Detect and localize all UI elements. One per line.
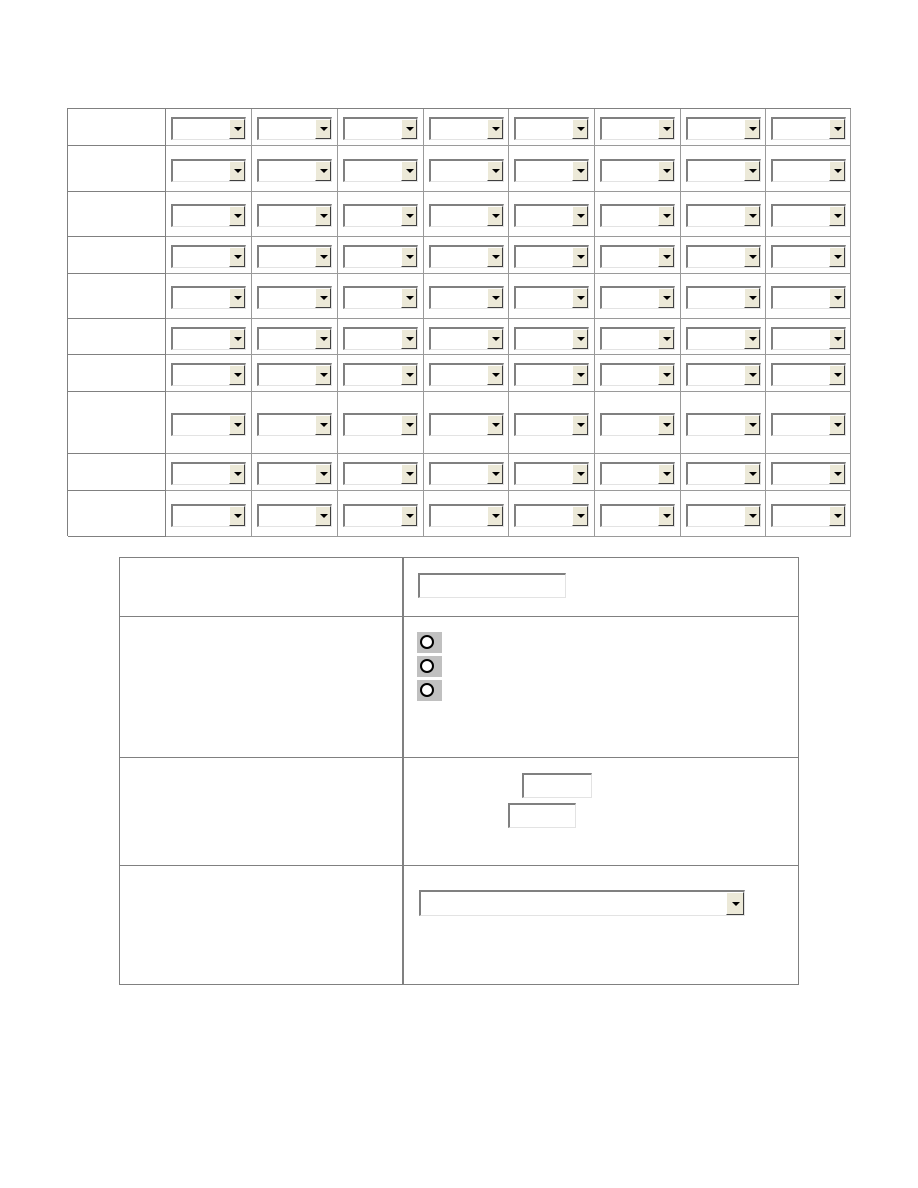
grid-cell — [766, 355, 851, 392]
chevron-down-icon[interactable] — [744, 161, 760, 181]
grid-cell — [595, 491, 681, 537]
grid-cell — [338, 319, 424, 355]
grid-row — [68, 274, 851, 319]
chevron-down-icon[interactable] — [229, 365, 245, 385]
grid-dropdown[interactable] — [343, 413, 418, 436]
grid-dropdown[interactable] — [600, 117, 675, 140]
chevron-down-icon[interactable] — [572, 329, 588, 349]
grid-cell — [424, 319, 509, 355]
grid-dropdown[interactable] — [600, 413, 675, 436]
grid-row-label — [68, 192, 166, 237]
grid-dropdown[interactable] — [343, 504, 418, 527]
grid-dropdown[interactable] — [343, 245, 418, 268]
chevron-down-icon[interactable] — [829, 415, 845, 435]
chevron-down-icon[interactable] — [315, 288, 331, 308]
grid-cell — [166, 109, 252, 146]
grid-dropdown[interactable] — [686, 245, 761, 268]
grid-dropdown[interactable] — [600, 462, 675, 485]
grid-cell — [766, 491, 851, 537]
chevron-down-icon[interactable] — [487, 119, 503, 139]
grid-dropdown[interactable] — [600, 204, 675, 227]
grid-cell — [424, 491, 509, 537]
grid-dropdown[interactable] — [514, 327, 589, 350]
grid-dropdown[interactable] — [771, 117, 846, 140]
grid-row-label — [68, 319, 166, 355]
grid-cell — [509, 355, 595, 392]
grid-dropdown[interactable] — [171, 327, 246, 350]
grid-cell — [766, 237, 851, 274]
grid-cell — [338, 355, 424, 392]
grid-cell — [166, 491, 252, 537]
chevron-down-icon[interactable] — [658, 206, 674, 226]
chevron-down-icon[interactable] — [829, 365, 845, 385]
grid-dropdown[interactable] — [257, 363, 332, 386]
grid-cell — [338, 237, 424, 274]
chevron-down-icon[interactable] — [315, 329, 331, 349]
chevron-down-icon[interactable] — [572, 247, 588, 267]
chevron-down-icon[interactable] — [401, 119, 417, 139]
grid-cell — [252, 109, 338, 146]
grid-dropdown[interactable] — [686, 504, 761, 527]
grid-dropdown[interactable] — [257, 504, 332, 527]
grid-cell — [338, 109, 424, 146]
chevron-down-icon[interactable] — [229, 288, 245, 308]
grid-cell — [681, 237, 766, 274]
radio-option-1[interactable] — [417, 632, 442, 653]
grid-cell — [595, 454, 681, 491]
grid-dropdown[interactable] — [257, 327, 332, 350]
chevron-down-icon[interactable] — [829, 464, 845, 484]
grid-dropdown[interactable] — [771, 363, 846, 386]
grid-cell — [424, 237, 509, 274]
chevron-down-icon[interactable] — [572, 288, 588, 308]
chevron-down-icon[interactable] — [401, 161, 417, 181]
grid-cell — [509, 319, 595, 355]
chevron-down-icon[interactable] — [572, 206, 588, 226]
chevron-down-icon[interactable] — [726, 892, 744, 915]
grid-dropdown[interactable] — [514, 504, 589, 527]
grid-cell — [766, 109, 851, 146]
grid-dropdown[interactable] — [600, 504, 675, 527]
grid-row — [68, 109, 851, 146]
grid-dropdown[interactable] — [171, 245, 246, 268]
chevron-down-icon[interactable] — [487, 206, 503, 226]
chevron-down-icon[interactable] — [401, 464, 417, 484]
grid-dropdown[interactable] — [600, 327, 675, 350]
grid-cell — [166, 319, 252, 355]
grid-row — [68, 237, 851, 274]
grid-cell — [681, 192, 766, 237]
chevron-down-icon[interactable] — [315, 206, 331, 226]
grid-dropdown[interactable] — [343, 204, 418, 227]
grid-dropdown[interactable] — [171, 286, 246, 309]
chevron-down-icon[interactable] — [658, 506, 674, 526]
text-input[interactable] — [418, 573, 566, 598]
grid-cell — [681, 319, 766, 355]
grid-row — [68, 491, 851, 537]
grid-cell — [509, 146, 595, 192]
grid-dropdown[interactable] — [257, 204, 332, 227]
chevron-down-icon[interactable] — [315, 365, 331, 385]
grid-cell — [424, 109, 509, 146]
small-input-b[interactable] — [508, 803, 576, 828]
grid-dropdown[interactable] — [429, 117, 504, 140]
grid-cell — [595, 355, 681, 392]
grid-dropdown[interactable] — [686, 159, 761, 182]
grid-cell — [252, 491, 338, 537]
chevron-down-icon[interactable] — [229, 247, 245, 267]
grid-dropdown[interactable] — [171, 504, 246, 527]
chevron-down-icon[interactable] — [744, 464, 760, 484]
grid-dropdown[interactable] — [343, 462, 418, 485]
grid-dropdown[interactable] — [171, 462, 246, 485]
grid-cell — [766, 392, 851, 454]
grid-dropdown[interactable] — [429, 363, 504, 386]
grid-cell — [424, 392, 509, 454]
chevron-down-icon[interactable] — [658, 365, 674, 385]
form-row-3-label — [120, 758, 404, 865]
chevron-down-icon[interactable] — [658, 161, 674, 181]
chevron-down-icon[interactable] — [829, 119, 845, 139]
grid-row-label — [68, 392, 166, 454]
grid-dropdown[interactable] — [257, 159, 332, 182]
chevron-down-icon[interactable] — [315, 415, 331, 435]
grid-dropdown[interactable] — [429, 413, 504, 436]
chevron-down-icon[interactable] — [401, 329, 417, 349]
chevron-down-icon[interactable] — [229, 206, 245, 226]
grid-cell — [681, 274, 766, 319]
grid-dropdown[interactable] — [514, 117, 589, 140]
grid-cell — [595, 237, 681, 274]
chevron-down-icon[interactable] — [572, 161, 588, 181]
grid-cell — [166, 392, 252, 454]
grid-cell — [509, 392, 595, 454]
grid-row-label — [68, 109, 166, 146]
chevron-down-icon[interactable] — [829, 161, 845, 181]
chevron-down-icon[interactable] — [658, 415, 674, 435]
chevron-down-icon[interactable] — [744, 288, 760, 308]
chevron-down-icon[interactable] — [658, 464, 674, 484]
chevron-down-icon[interactable] — [229, 119, 245, 139]
grid-cell — [166, 146, 252, 192]
grid-dropdown[interactable] — [771, 204, 846, 227]
chevron-down-icon[interactable] — [744, 119, 760, 139]
grid-cell — [509, 109, 595, 146]
grid-cell — [595, 109, 681, 146]
grid-row-label — [68, 491, 166, 537]
grid-dropdown[interactable] — [514, 159, 589, 182]
grid-cell — [595, 319, 681, 355]
chevron-down-icon[interactable] — [229, 329, 245, 349]
chevron-down-icon[interactable] — [572, 365, 588, 385]
grid-cell — [338, 274, 424, 319]
grid-cell — [509, 274, 595, 319]
grid-cell — [424, 146, 509, 192]
chevron-down-icon[interactable] — [401, 506, 417, 526]
grid-dropdown[interactable] — [686, 286, 761, 309]
grid-cell — [681, 392, 766, 454]
grid-dropdown[interactable] — [171, 204, 246, 227]
chevron-down-icon[interactable] — [401, 415, 417, 435]
grid-dropdown[interactable] — [686, 462, 761, 485]
chevron-down-icon[interactable] — [829, 329, 845, 349]
grid-dropdown[interactable] — [171, 159, 246, 182]
grid-cell — [338, 491, 424, 537]
grid-cell — [509, 237, 595, 274]
grid-dropdown[interactable] — [600, 363, 675, 386]
chevron-down-icon[interactable] — [487, 161, 503, 181]
grid-dropdown[interactable] — [771, 245, 846, 268]
chevron-down-icon[interactable] — [487, 247, 503, 267]
grid-dropdown[interactable] — [429, 245, 504, 268]
grid-dropdown[interactable] — [686, 327, 761, 350]
chevron-down-icon[interactable] — [401, 365, 417, 385]
grid-dropdown[interactable] — [343, 363, 418, 386]
grid-dropdown[interactable] — [429, 327, 504, 350]
grid-row-label — [68, 274, 166, 319]
form-row-1 — [120, 558, 798, 617]
chevron-down-icon[interactable] — [315, 119, 331, 139]
chevron-down-icon[interactable] — [229, 464, 245, 484]
grid-dropdown[interactable] — [771, 159, 846, 182]
form-row-4-label — [120, 866, 404, 984]
grid-row-label — [68, 146, 166, 192]
chevron-down-icon[interactable] — [829, 288, 845, 308]
chevron-down-icon[interactable] — [315, 464, 331, 484]
grid-cell — [338, 392, 424, 454]
grid-row — [68, 392, 851, 454]
grid-dropdown[interactable] — [514, 286, 589, 309]
grid-dropdown[interactable] — [257, 245, 332, 268]
grid-dropdown[interactable] — [257, 286, 332, 309]
chevron-down-icon[interactable] — [744, 415, 760, 435]
grid-dropdown[interactable] — [514, 413, 589, 436]
grid-dropdown[interactable] — [429, 286, 504, 309]
grid-row — [68, 146, 851, 192]
grid-dropdown[interactable] — [686, 363, 761, 386]
grid-cell — [166, 192, 252, 237]
grid-dropdown[interactable] — [343, 159, 418, 182]
grid-dropdown[interactable] — [257, 462, 332, 485]
grid-dropdown[interactable] — [514, 363, 589, 386]
grid-dropdown[interactable] — [343, 327, 418, 350]
grid-cell — [595, 192, 681, 237]
small-input-a[interactable] — [522, 773, 592, 798]
grid-dropdown[interactable] — [171, 117, 246, 140]
chevron-down-icon[interactable] — [487, 415, 503, 435]
grid-cell — [424, 192, 509, 237]
grid-cell — [252, 192, 338, 237]
radio-circle-icon — [420, 683, 434, 697]
grid-dropdown[interactable] — [257, 413, 332, 436]
chevron-down-icon[interactable] — [658, 329, 674, 349]
form-row-2-label — [120, 617, 404, 757]
grid-row-label — [68, 454, 166, 491]
selection-grid — [67, 108, 851, 536]
grid-cell — [766, 454, 851, 491]
grid-cell — [766, 319, 851, 355]
grid-dropdown[interactable] — [343, 117, 418, 140]
chevron-down-icon[interactable] — [315, 506, 331, 526]
grid-dropdown[interactable] — [771, 327, 846, 350]
chevron-down-icon[interactable] — [315, 161, 331, 181]
grid-cell — [166, 355, 252, 392]
grid-cell — [509, 192, 595, 237]
grid-dropdown[interactable] — [771, 462, 846, 485]
chevron-down-icon[interactable] — [744, 247, 760, 267]
grid-cell — [595, 392, 681, 454]
grid-cell — [681, 146, 766, 192]
grid-dropdown[interactable] — [343, 286, 418, 309]
chevron-down-icon[interactable] — [572, 464, 588, 484]
grid-cell — [766, 146, 851, 192]
chevron-down-icon[interactable] — [572, 506, 588, 526]
grid-dropdown[interactable] — [514, 462, 589, 485]
grid-cell — [681, 491, 766, 537]
grid-cell — [595, 274, 681, 319]
grid-dropdown[interactable] — [171, 363, 246, 386]
grid-row — [68, 319, 851, 355]
form-table — [119, 557, 799, 985]
grid-cell — [595, 146, 681, 192]
grid-cell — [424, 355, 509, 392]
grid-dropdown[interactable] — [429, 204, 504, 227]
grid-dropdown[interactable] — [429, 504, 504, 527]
chevron-down-icon[interactable] — [229, 506, 245, 526]
chevron-down-icon[interactable] — [487, 464, 503, 484]
grid-row — [68, 454, 851, 491]
chevron-down-icon[interactable] — [229, 161, 245, 181]
grid-cell — [252, 146, 338, 192]
chevron-down-icon[interactable] — [401, 206, 417, 226]
chevron-down-icon[interactable] — [487, 365, 503, 385]
grid-cell — [509, 491, 595, 537]
grid-dropdown[interactable] — [686, 117, 761, 140]
grid-cell — [338, 454, 424, 491]
radio-option-3[interactable] — [417, 680, 442, 701]
chevron-down-icon[interactable] — [658, 247, 674, 267]
grid-cell — [252, 392, 338, 454]
radio-circle-icon — [420, 659, 434, 673]
grid-dropdown[interactable] — [600, 159, 675, 182]
chevron-down-icon[interactable] — [829, 506, 845, 526]
grid-cell — [252, 355, 338, 392]
chevron-down-icon[interactable] — [744, 506, 760, 526]
chevron-down-icon[interactable] — [315, 247, 331, 267]
grid-cell — [681, 109, 766, 146]
form-row-4 — [120, 866, 798, 984]
grid-cell — [766, 274, 851, 319]
chevron-down-icon[interactable] — [658, 119, 674, 139]
grid-dropdown[interactable] — [257, 117, 332, 140]
grid-dropdown[interactable] — [600, 245, 675, 268]
grid-dropdown[interactable] — [771, 286, 846, 309]
chevron-down-icon[interactable] — [487, 288, 503, 308]
chevron-down-icon[interactable] — [572, 119, 588, 139]
form-row-2 — [120, 617, 798, 758]
chevron-down-icon[interactable] — [744, 206, 760, 226]
grid-cell — [252, 319, 338, 355]
grid-dropdown[interactable] — [514, 204, 589, 227]
chevron-down-icon[interactable] — [744, 329, 760, 349]
grid-cell — [338, 192, 424, 237]
chevron-down-icon[interactable] — [487, 329, 503, 349]
grid-cell — [338, 146, 424, 192]
grid-dropdown[interactable] — [429, 159, 504, 182]
chevron-down-icon[interactable] — [658, 288, 674, 308]
grid-dropdown[interactable] — [514, 245, 589, 268]
grid-cell — [252, 274, 338, 319]
grid-row-label — [68, 355, 166, 392]
chevron-down-icon[interactable] — [401, 288, 417, 308]
grid-dropdown[interactable] — [171, 413, 246, 436]
wide-dropdown[interactable] — [419, 890, 745, 916]
chevron-down-icon[interactable] — [829, 206, 845, 226]
chevron-down-icon[interactable] — [487, 506, 503, 526]
chevron-down-icon[interactable] — [744, 365, 760, 385]
chevron-down-icon[interactable] — [401, 247, 417, 267]
grid-dropdown[interactable] — [771, 413, 846, 436]
chevron-down-icon[interactable] — [829, 247, 845, 267]
grid-cell — [424, 274, 509, 319]
form-row-1-label — [120, 558, 404, 616]
radio-option-2[interactable] — [417, 656, 442, 677]
grid-dropdown[interactable] — [600, 286, 675, 309]
grid-cell — [252, 454, 338, 491]
grid-cell — [166, 274, 252, 319]
grid-row — [68, 355, 851, 392]
grid-cell — [166, 237, 252, 274]
form-row-3 — [120, 758, 798, 866]
grid-cell — [166, 454, 252, 491]
grid-dropdown[interactable] — [771, 504, 846, 527]
grid-row — [68, 192, 851, 237]
grid-row-label — [68, 237, 166, 274]
radio-circle-icon — [420, 635, 434, 649]
grid-dropdown[interactable] — [429, 462, 504, 485]
grid-dropdown[interactable] — [686, 204, 761, 227]
grid-cell — [252, 237, 338, 274]
grid-cell — [766, 192, 851, 237]
grid-cell — [681, 355, 766, 392]
grid-cell — [681, 454, 766, 491]
grid-dropdown[interactable] — [686, 413, 761, 436]
grid-cell — [424, 454, 509, 491]
chevron-down-icon[interactable] — [572, 415, 588, 435]
chevron-down-icon[interactable] — [229, 415, 245, 435]
grid-cell — [509, 454, 595, 491]
